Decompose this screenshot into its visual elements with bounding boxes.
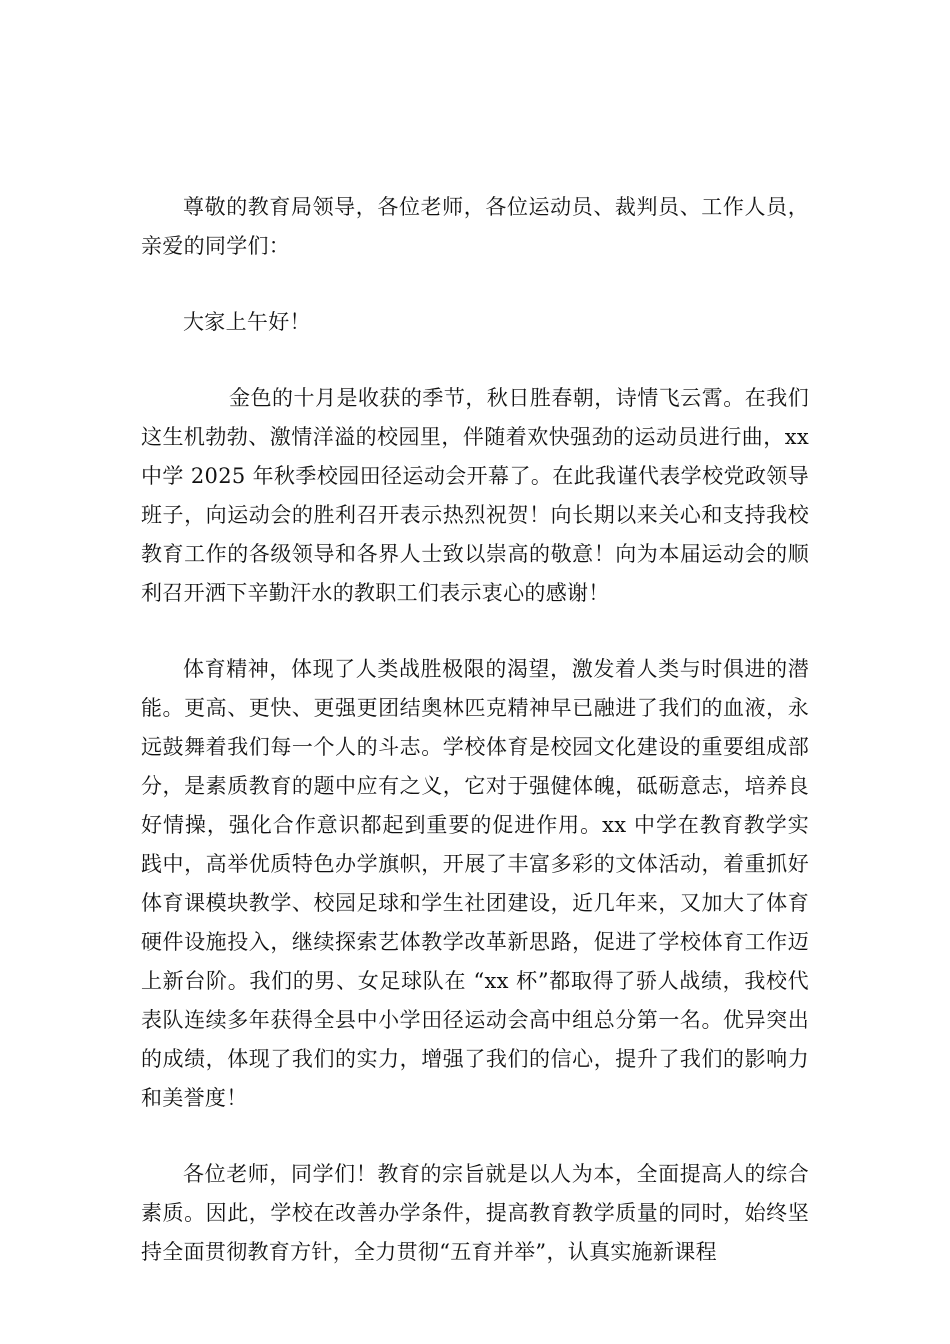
- body-paragraph-opening: 金色的十月是收获的季节，秋日胜春朝，诗情飞云霄。在我们这生机勃勃、激情洋溢的校园里，伴随着欢快强劲的运动员进行曲，xx 中学 2025 年秋季校园田径运动会开幕了。在此我谨代表学校党政领导班子，向运动会的胜利召开表示热烈祝贺！向长期以来关心和支持我校教育工作的各级领导和各界人士致以崇高的敬意！向为本届运动会的顺利召开洒下辛勤汗水的教职工们表示衷心的感谢！: [141, 386, 809, 605]
- speech-body: [141, 188, 809, 1272]
- greeting-paragraph: 尊敬的教育局领导，各位老师，各位运动员、裁判员、工作人员，亲爱的同学们：: [141, 195, 809, 258]
- salutation-paragraph: 大家上午好！: [183, 310, 311, 334]
- body-paragraph-education-aim: 各位老师，同学们！教育的宗旨就是以人为本，全面提高人的综合素质。因此，学校在改善办学条件，提高教育教学质量的同时，始终坚持全面贯彻教育方针，全力贯彻“五育并举”，认真实施新课程: [141, 1162, 809, 1264]
- body-paragraph-sports-spirit: 体育精神，体现了人类战胜极限的渴望，激发着人类与时俱进的潜能。更高、更快、更强更团结奥林匹克精神早已融进了我们的血液，永远鼓舞着我们每一个人的斗志。学校体育是校园文化建设的重要组成部分，是素质教育的题中应有之义，它对于强健体魄，砥砺意志，培养良好情操，强化合作意识都起到重要的促进作用。xx 中学在教育教学实践中，高举优质特色办学旗帜，开展了丰富多彩的文体活动，着重抓好体育课模块教学、校园足球和学生社团建设，近几年来，又加大了体育硬件设施投入，继续探索艺体教学改革新思路，促进了学校体育工作迈上新台阶。我们的男、女足球队在 “xx 杯”都取得了骄人战绩，我校代表队连续多年获得全县中小学田径运动会高中组总分第一名。优异突出的成绩，体现了我们的实力，增强了我们的信心，提升了我们的影响力和美誉度！: [141, 657, 809, 1110]
